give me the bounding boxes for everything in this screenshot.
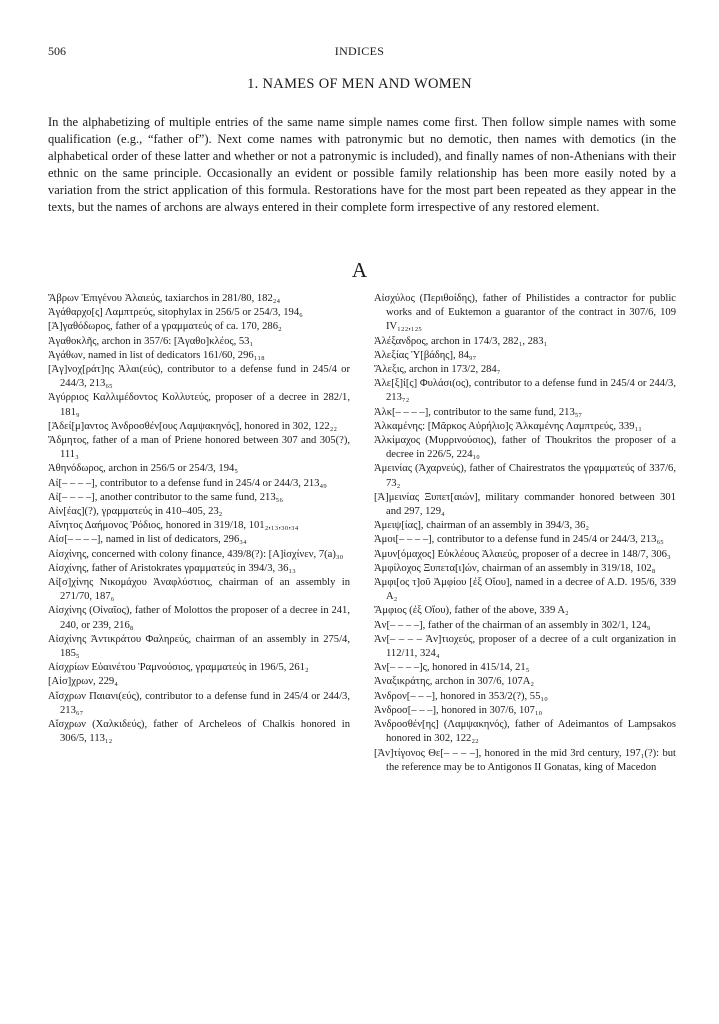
- index-entry: Ἀγύρριος Καλλιμέδοντος Κολλυτεύς, proposer of a decree in 282/1, 181₉: [48, 392, 350, 418]
- left-column: [48, 292, 350, 775]
- index-entry: Ἀναξικράτης, archon in 307/6, 107A₂: [374, 676, 535, 688]
- index-entry: Ἀμφι[ος τ]οῦ Ἀμφίου [ἐξ Οἴου], named in a decree of A.D. 195/6, 339 A₂: [374, 577, 676, 603]
- index-entry: Ἀλε[ξ]ί[ς] Φυλάσι(ος), contributor to a defense fund in 245/4 or 244/3, 213₇₂: [374, 378, 676, 404]
- index-entry: Ἄδμητος, father of a man of Priene honored between 307 and 305(?), 111₃: [48, 435, 350, 461]
- index-entry: Αἰσχύλος (Περιθοίδης), father of Philistides a contractor for public works and of Euktemon a guarantor of the contract in 307/6, 109 IV₁₂₂,₁₂₅: [374, 293, 676, 333]
- index-entry: Ἀμοι[– – – –], contributor to a defense fund in 245/4 or 244/3, 213₆₅: [374, 534, 664, 546]
- index-entry: Ἀθηνόδωρος, archon in 256/5 or 254/3, 194₅: [48, 463, 239, 475]
- index-entry: Ἀνδροσθέν[ης] (Λαμψακηνός), father of Adeimantos of Lampsakos honored in 302, 122₂₂: [374, 719, 676, 745]
- index-entry: Ἀν[– – – –], father of the chairman of an assembly in 302/1, 124₉: [374, 619, 651, 631]
- index-entry: Ἀγαθοκλῆς, archon in 357/6: [Ἀγαθο]κλέος, 53₁: [48, 335, 254, 347]
- index-entry: Ἀλκαμένης: [Μᾶρκος Αὐρήλιο]ς Ἀλκαμένης Λαμπτρεύς, 339₁₁: [374, 420, 642, 432]
- index-entry: Ἀλέξανδρος, archon in 174/3, 282₁, 283₁: [374, 335, 548, 347]
- right-column: [374, 292, 676, 775]
- index-entry: Ἀλεξίας Ὑ[βάδης], 84₉₇: [374, 349, 477, 361]
- index-entry: [Ἀ]μεινίας Ξυπετ[αιών], military commander honored between 301 and 297, 129₄: [374, 491, 676, 518]
- index-entry: Ἀν[– – – – Ἀν]τιοχεύς, proposer of a decree of a cult organization in 112/11, 324₄: [374, 633, 676, 660]
- index-entry: Ἀμυν[όμαχος] Εὐκλέους Ἁλαιεύς, proposer of a decree in 148/7, 306₃: [374, 548, 671, 560]
- running-head: INDICES: [334, 44, 385, 58]
- index-entry: Ἀμεινίας (Ἀχαρνεύς), father of Chairestratos the γραμματεύς of 337/6, 73₂: [374, 463, 676, 489]
- index-entry: Αἰσχίνης Ἀντικράτου Φαληρεύς, chairman of an assembly in 275/4, 185₅: [48, 633, 350, 660]
- index-entry: Ἀγάθων, named in list of dedicators 161/60, 296₁₁₈: [48, 349, 265, 361]
- index-entry: Ἀμειψ[ίας], chairman of an assembly in 394/3, 36₂: [374, 520, 590, 532]
- index-entry: Ἀγάθαρχο[ς] Λαμπτρεύς, sitophylax in 256/5 or 254/3, 194₆: [48, 307, 303, 319]
- index-entry: Αἴνητος Δαήμονος Ῥόδιος, honored in 319/18, 101₂,₁₃,₃₀,₃₄: [48, 520, 299, 532]
- index-entry: Ἀλκίμαχος (Μυρρινούσιος), father of Thoukritos the proposer of a decree in 226/5, 224₁₀: [374, 435, 676, 461]
- letter-heading: A: [351, 258, 368, 282]
- page-number: 506: [48, 44, 66, 58]
- index-entry: [Αἰσ]χρων, 229₄: [48, 676, 118, 688]
- index-entry: Αἴσχρων Παιανι(εύς), contributor to a defense fund in 245/4 or 244/3, 213₆₇: [48, 690, 350, 716]
- index-entry: Αἰσχρίων Εὐαινέτου Ῥαμνούσιος, γραμματεύς in 196/5, 261₂: [48, 662, 309, 674]
- index-entry: Ἄλεξις, archon in 173/2, 284₇: [374, 364, 501, 376]
- index-entry: Ἄβρων Ἐπιγένου Ἁλαιεύς, taxiarchos in 281/80, 182₂₄: [48, 293, 281, 304]
- index-entry: Αἰσχίνης, concerned with colony finance, 439/8(?): [Α]ἰσχίνεν, 7(a)₃₀: [48, 548, 344, 560]
- index-entry: Αἰσ[– – – –], named in list of dedicators, 296₃₄: [48, 534, 247, 546]
- index-entry: Αἰ[σ]χίνης Νικομάχου Ἀναφλύστιος, chairman of an assembly in 271/70, 187₆: [48, 577, 350, 603]
- index-entry: [Ἀγ]νοχ[ράτ]ης Ἁλαι(εύς), contributor to a defense fund in 245/4 or 244/3, 213₆₅: [48, 364, 350, 390]
- index-entry: Αἰσχίνης, father of Aristokrates γραμματεύς in 394/3, 36₁₃: [48, 562, 296, 574]
- index-entry: Ἀνδροσ[– – –], honored in 307/6, 107₁₀: [374, 704, 543, 716]
- index-entry: [Ἀδεί[μ]αντος Ἀνδροσθέν[ους Λαμψακηνός], honored in 302, 122₂₂: [48, 420, 338, 432]
- index-entry: Αἰν[έας](?), γραμματεύς in 410–405, 23₂: [48, 506, 223, 518]
- index-entry: [Ἀν]τίγονος Θε[– – – –], honored in the mid 3rd century, 197₁(?): but the reference may be to Antigonos II Gonatas, king of Macedon: [374, 747, 676, 773]
- index-entry: Αἰσχίνης (Οἰναῖος), father of Molottos the proposer of a decree in 241, 240, or 239, 216₈: [48, 605, 350, 631]
- index-entry: Ἀλκ[– – – –], contributor to the same fund, 213₅₇: [374, 406, 583, 418]
- index-entry: Αἰ[– – – –], contributor to a defense fund in 245/4 or 244/3, 213₄₉: [48, 477, 327, 489]
- index-entry: Ἄμφιος (ἐξ Οἴου), father of the above, 339 A₂: [374, 605, 569, 617]
- index-entry: Ἀνδρον[– – –], honored in 353/2(?), 55₁₀: [374, 690, 548, 702]
- index-entry: Ἀν[– – – –]ς, honored in 415/14, 21₅: [374, 662, 530, 674]
- index-entry: Αἰ[– – – –], another contributor to the same fund, 213₅₆: [48, 491, 284, 503]
- index-entry: Ἀμφίλοχος Ξυπετα[ι]ών, chairman of an assembly in 319/18, 102₈: [374, 562, 656, 574]
- index-columns: [48, 292, 676, 775]
- index-entry: [Ἀ]γαθόδωρος, father of a γραμματεύς of ca. 170, 286₂: [48, 321, 282, 333]
- index-entry: Αἴσχρων (Χαλκιδεύς), father of Archeleos of Chalkis honored in 306/5, 113₁₂: [48, 719, 350, 745]
- intro-paragraph: In the alphabetizing of multiple entries of the same name simple names come first. Then follow simple names with some qualification (e.g., “father of”). Next come names with patronymic but no demotic, then names with demotics (in the alphabetical order of these latter and whether or not a patronymic is included), and finally names of non-Athenians with their ethnic on the same principle. Occasionally an evident or possible family relationship has been more easily noted by a variation from the strict application of this formula. Restorations have for the most part been repeated as they appear in the texts, but the names of archons are always entered in their complete form irrespective of any restored element.: [48, 115, 676, 214]
- section-title: 1. NAMES OF MEN AND WOMEN: [247, 76, 472, 92]
